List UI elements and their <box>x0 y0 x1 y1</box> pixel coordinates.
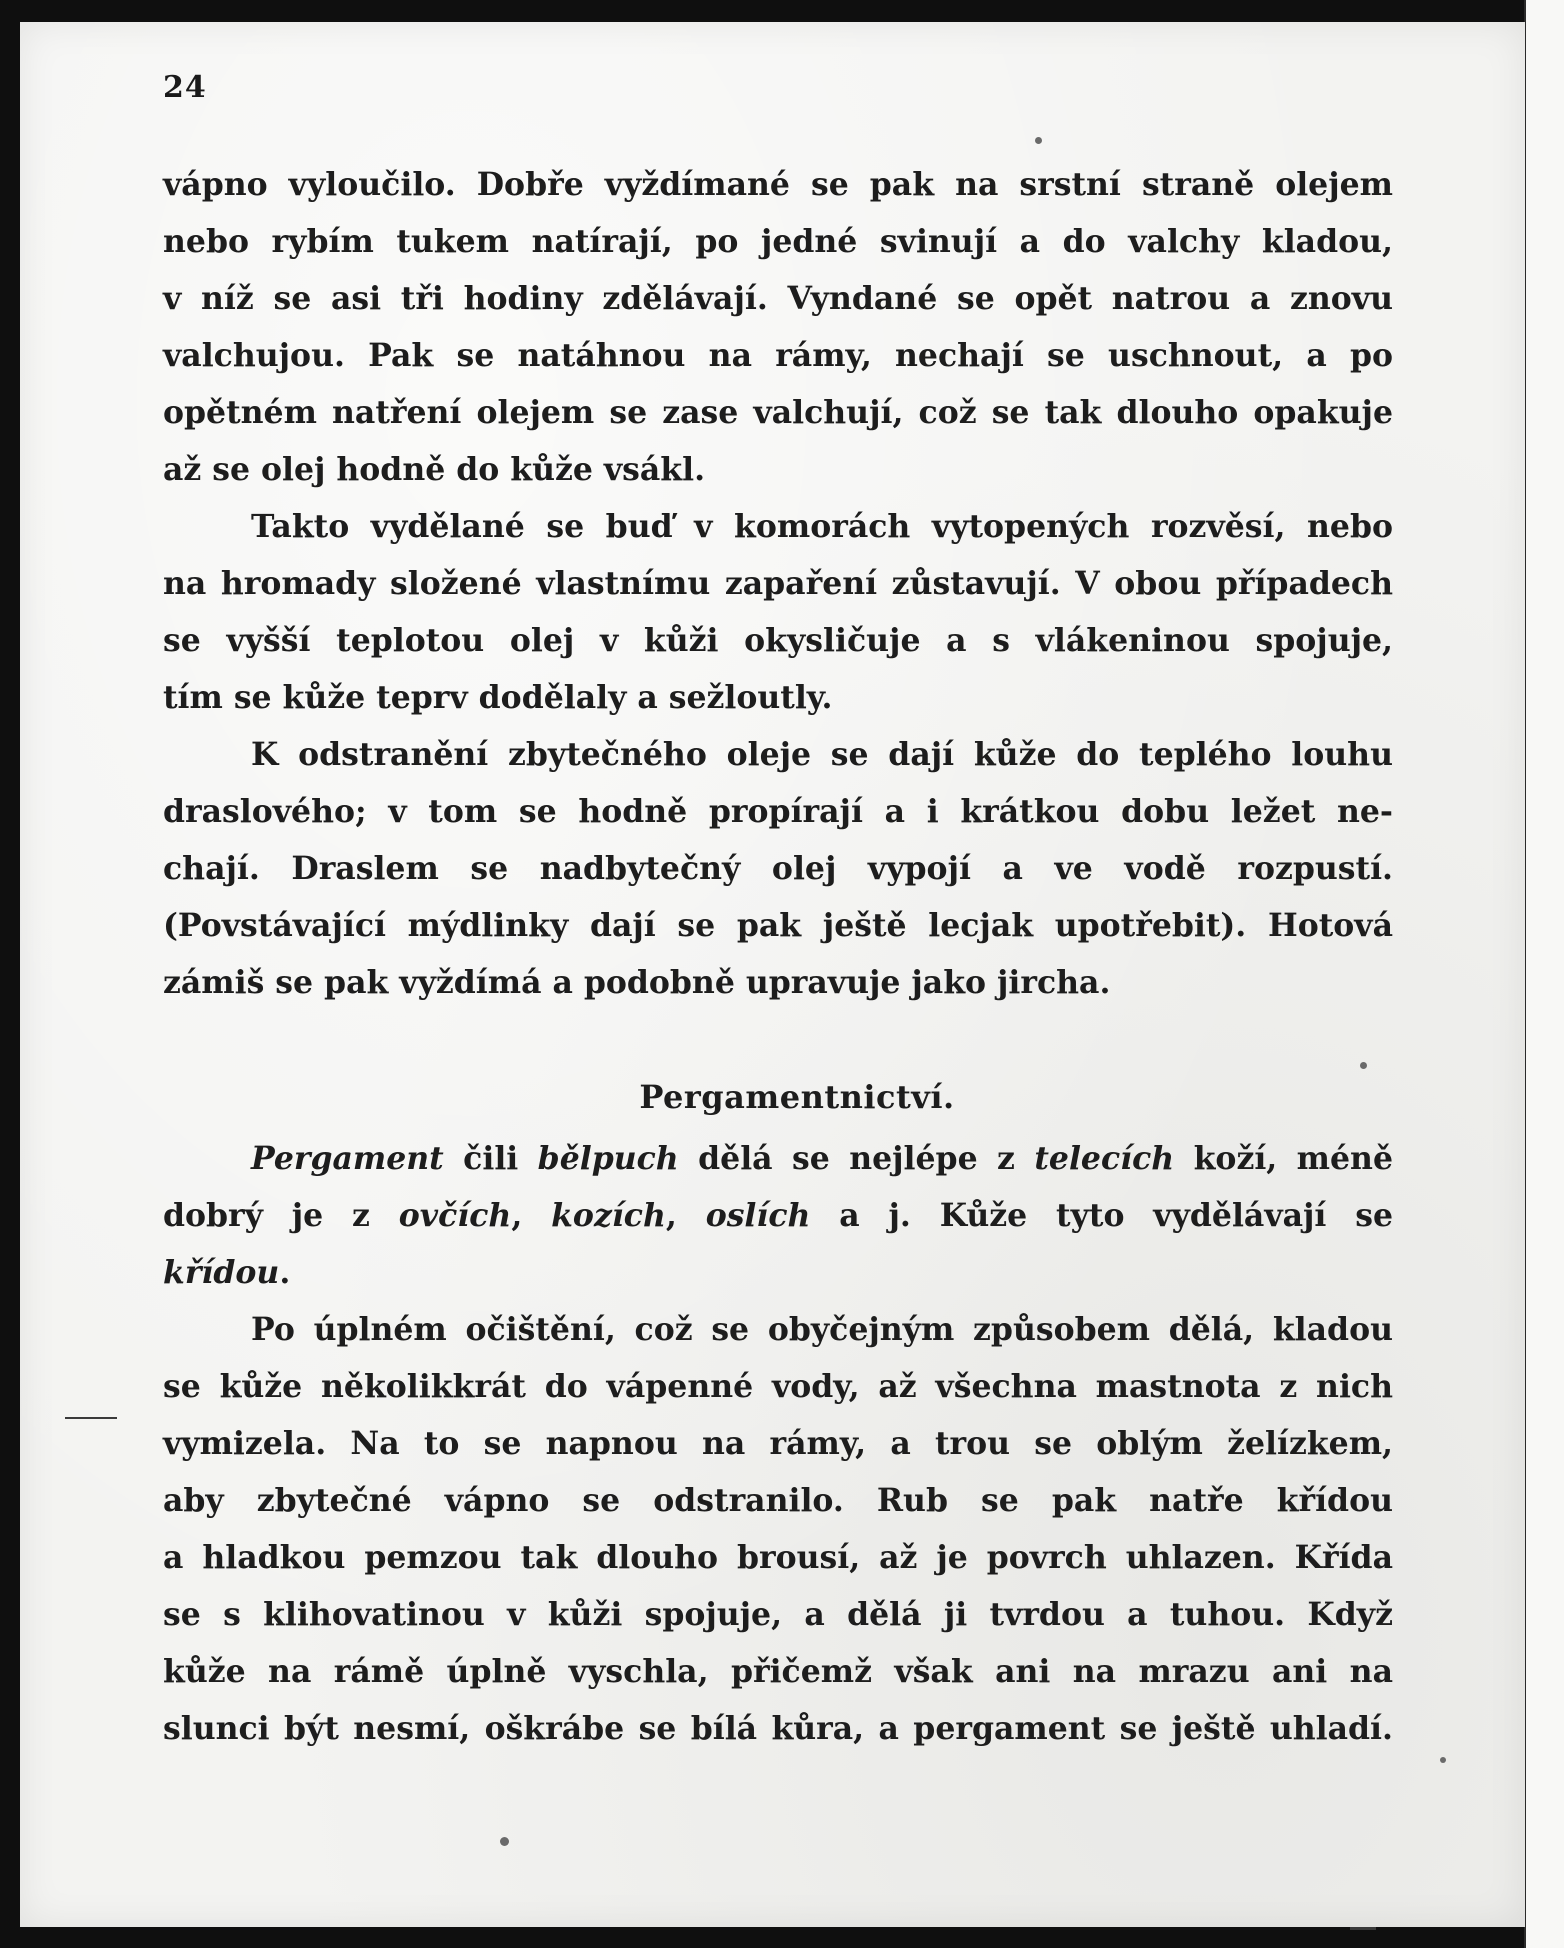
text-line: tím se kůže teprv dodělaly a sežloutly. <box>163 679 833 716</box>
paragraph <box>163 156 1393 498</box>
italic-term: telecích <box>1034 1140 1175 1177</box>
text-line: opětném natření olejem se zase valchují, což se tak dlouho opakuje <box>163 394 1393 431</box>
text-line: aby zbytečné vápno se odstranilo. Rub se pak natře křídou <box>163 1482 1393 1519</box>
italic-term: Pergament <box>251 1140 444 1177</box>
italic-term: oslích <box>705 1197 811 1234</box>
text-line: vymizela. Na to se napnou na rámy, a trou se oblým želízkem, <box>163 1425 1393 1462</box>
text-line: kůže na rámě úplně vyschla, přičemž však ani na mrazu ani na <box>163 1653 1393 1690</box>
right-margin-strip <box>1526 0 1564 1948</box>
margin-mark <box>1350 1927 1376 1930</box>
text-run: čili <box>443 1140 538 1177</box>
text-run: koží, méně <box>1174 1140 1394 1177</box>
paragraph <box>163 1301 1393 1757</box>
text-line: Takto vydělané se buď v komorách vytopených rozvěsí, nebo <box>251 508 1393 545</box>
text-run: , <box>511 1197 552 1234</box>
text-line: chají. Draslem se nadbytečný olej vypojí a ve vodě rozpustí. <box>163 850 1393 887</box>
italic-term: křídou <box>163 1254 280 1291</box>
text-run: a j. Kůže tyto vydělávají se <box>810 1197 1393 1234</box>
text-line: se kůže několikkrát do vápenné vody, až všechna mastnota z nich <box>163 1368 1393 1405</box>
text-line: valchujou. Pak se natáhnou na rámy, nechají se uschnout, a po <box>163 337 1393 374</box>
text-line: K odstranění zbytečného oleje se dají kůže do teplého louhu <box>251 736 1393 773</box>
scan-speck <box>1035 137 1042 144</box>
text-run: , <box>665 1197 706 1234</box>
text-line: se s klihovatinou v kůži spojuje, a dělá ji tvrdou a tuhou. Když <box>163 1596 1393 1633</box>
page-number: 24 <box>163 70 207 105</box>
text-line <box>163 1244 1393 1301</box>
margin-mark <box>65 1417 117 1419</box>
scan-speck <box>1440 1757 1446 1763</box>
text-run: dobrý je z <box>163 1197 399 1234</box>
paragraph <box>163 1130 1393 1301</box>
text-line: nebo rybím tukem natírají, po jedné svinují a do valchy kladou, <box>163 223 1393 260</box>
text-line <box>163 1130 1393 1187</box>
italic-term: ovčích <box>398 1197 512 1234</box>
text-line <box>163 1187 1393 1244</box>
paragraph <box>163 726 1393 1011</box>
text-run: . <box>279 1254 291 1291</box>
body-text <box>163 156 1393 1757</box>
text-line: vápno vyloučilo. Dobře vyždímané se pak na srstní straně olejem <box>163 166 1393 203</box>
text-run: dělá se nejlépe z <box>678 1140 1035 1177</box>
paragraph <box>163 498 1393 726</box>
text-line: v níž se asi tři hodiny zdělávají. Vyndané se opět natrou a znovu <box>163 280 1393 317</box>
text-line: (Povstávající mýdlinky dají se pak ještě lecjak upotřebit). Hotová <box>163 907 1393 944</box>
italic-term: kozích <box>551 1197 666 1234</box>
text-line: zámiš se pak vyždímá a podobně upravuje jako jircha. <box>163 964 1111 1001</box>
text-line: a hladkou pemzou tak dlouho brousí, až je povrch uhlazen. Křída <box>163 1539 1393 1576</box>
text-line: slunci být nesmí, oškrábe se bílá kůra, a pergament se ještě uhladí. <box>163 1710 1393 1747</box>
text-line: na hromady složené vlastnímu zapaření zůstavují. V obou případech <box>163 565 1393 602</box>
text-line: Po úplném očištění, což se obyčejným způsobem dělá, kladou <box>251 1311 1393 1348</box>
text-line: draslového; v tom se hodně propírají a i krátkou dobu ležet ne- <box>163 793 1393 830</box>
scan-speck <box>500 1837 509 1846</box>
italic-term: bělpuch <box>537 1140 679 1177</box>
text-line: se vyšší teplotou olej v kůži okysličuje a s vlákeninou spojuje, <box>163 622 1393 659</box>
text-line: až se olej hodně do kůže vsákl. <box>163 451 706 488</box>
section-heading: Pergamentnictví. <box>639 1078 955 1116</box>
